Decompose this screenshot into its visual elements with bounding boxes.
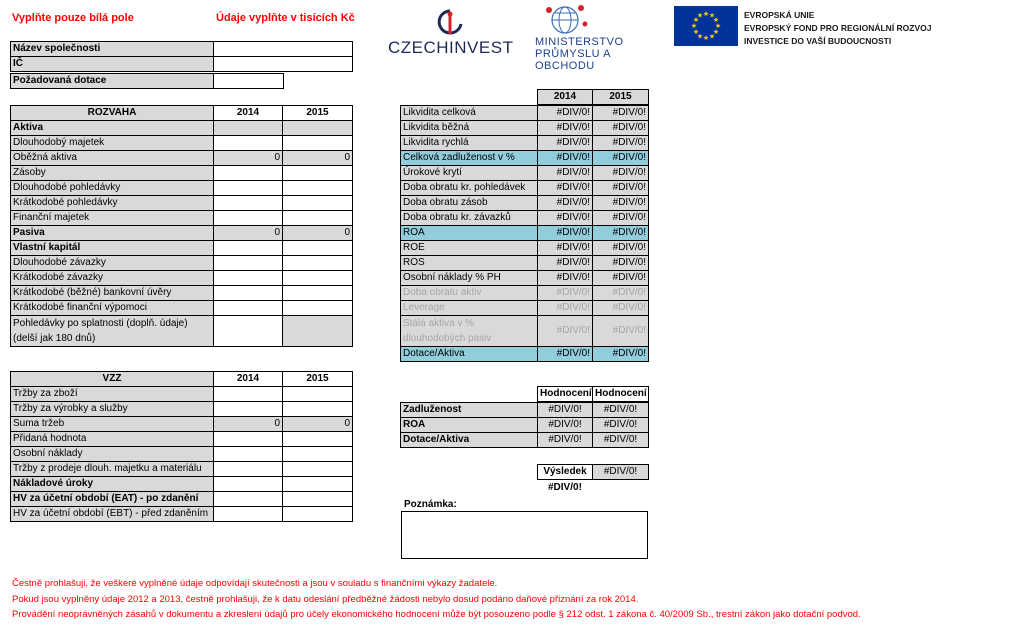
vzz-row-label: HV za účetní období (EBT) - před zdaněním	[11, 507, 214, 522]
evaluation-value: #DIV/0!	[593, 433, 649, 448]
svg-text:★: ★	[714, 22, 722, 30]
balance-row-label: Oběžná aktiva	[11, 151, 214, 166]
vzz-input[interactable]	[283, 402, 353, 417]
eu-line2: EVROPSKÝ FOND PRO REGIONÁLNÍ ROZVOJ	[744, 23, 932, 33]
ratio-value: #DIV/0!	[538, 181, 593, 196]
ratio-value: #DIV/0!	[593, 196, 649, 211]
footer-line2: Pokud jsou vyplněny údaje 2012 a 2013, čestně prohlašuji, že k datu odeslání předběžné žádosti nebylo dosud podáno daňové přiznání za rok 2014.	[12, 593, 639, 605]
subsidy-table	[10, 73, 284, 89]
footer-line1: Čestně prohlašuji, že veškeré vyplněné údaje odpovídají skutečnosti a jsou v souladu s finančními výkazy žadatele.	[12, 578, 498, 589]
balance-input[interactable]	[214, 136, 283, 151]
evaluation-value: #DIV/0!	[593, 403, 649, 418]
balance-row-label: Vlastní kapitál	[11, 241, 214, 256]
vzz-input[interactable]	[283, 387, 353, 402]
ratio-value: #DIV/0!	[593, 151, 649, 166]
ratio-label: Doba obratu zásob	[401, 196, 538, 211]
evaluation-col2: Hodnocení	[593, 387, 649, 402]
evaluation-label: Zadluženost	[401, 403, 538, 418]
ratio-value: #DIV/0!	[538, 106, 593, 121]
fixed-assets-line1: Stálá aktiva v %	[403, 318, 475, 329]
balance-input[interactable]	[214, 301, 283, 316]
ratio-value: #DIV/0!	[538, 166, 593, 181]
ratio-value: #DIV/0!	[538, 226, 593, 241]
ratio-value: #DIV/0!	[593, 301, 649, 316]
evaluation-value: #DIV/0!	[538, 418, 593, 433]
result-table	[537, 464, 649, 480]
ratio-value: #DIV/0!	[538, 241, 593, 256]
company-name-label: Název společnosti	[11, 42, 214, 57]
evaluation-header	[537, 386, 649, 402]
evaluation-col1: Hodnocení	[538, 387, 593, 402]
balance-row-label: Aktiva	[11, 121, 214, 136]
overdue-receivables-label	[11, 316, 214, 347]
overdue-input-2014[interactable]	[214, 316, 283, 347]
ratio-value: #DIV/0!	[538, 121, 593, 136]
ratio-value: #DIV/0!	[593, 347, 649, 362]
vzz-year-2014: 2014	[214, 372, 283, 387]
vzz-input[interactable]	[214, 477, 283, 492]
balance-title: ROZVAHA	[11, 106, 214, 121]
vzz-row-label: HV za účetní období (EAT) - po zdanění	[11, 492, 214, 507]
vzz-input[interactable]	[214, 492, 283, 507]
ratio-value: #DIV/0!	[593, 166, 649, 181]
balance-row-label: Krátkodobé závazky	[11, 271, 214, 286]
evaluation-value: #DIV/0!	[593, 418, 649, 433]
vzz-input[interactable]	[283, 492, 353, 507]
result-value: #DIV/0!	[593, 465, 649, 480]
balance-input[interactable]	[214, 181, 283, 196]
ratio-value: #DIV/0!	[593, 256, 649, 271]
vzz-cell: 0	[214, 417, 283, 432]
ratio-label: ROE	[401, 241, 538, 256]
fill-white-note: Vyplňte pouze bílá pole	[12, 12, 134, 24]
vzz-input[interactable]	[283, 507, 353, 522]
balance-row-label: Pasiva	[11, 226, 214, 241]
czechinvest-logo	[388, 8, 513, 60]
ratio-value: #DIV/0!	[593, 106, 649, 121]
svg-text:★: ★	[708, 32, 716, 41]
company-name-input[interactable]	[214, 42, 353, 57]
vzz-input[interactable]	[214, 507, 283, 522]
ratio-value: #DIV/0!	[593, 241, 649, 256]
balance-input[interactable]	[214, 241, 283, 256]
balance-input[interactable]	[283, 241, 353, 256]
ratios-year-2015: 2015	[593, 90, 649, 105]
ratio-label: Doba obratu kr. pohledávek	[401, 181, 538, 196]
overdue-line2: (delší jak 180 dnů)	[13, 333, 96, 344]
balance-row-label: Dlouhodobé závazky	[11, 256, 214, 271]
ratios-table	[400, 105, 649, 362]
vzz-row-label: Tržby z prodeje dlouh. majetku a materiálu	[11, 462, 214, 477]
ratio-value: #DIV/0!	[593, 211, 649, 226]
ratio-label: Doba obratu kr. závazků	[401, 211, 538, 226]
balance-input[interactable]	[283, 181, 353, 196]
ratio-label: ROS	[401, 256, 538, 271]
balance-input[interactable]	[283, 256, 353, 271]
balance-row-label: Krátkodobé (běžné) bankovní úvěry	[11, 286, 214, 301]
vzz-row-label: Přidaná hodnota	[11, 432, 214, 447]
svg-text:★: ★	[708, 11, 716, 20]
ratio-value: #DIV/0!	[538, 286, 593, 301]
vzz-input[interactable]	[214, 402, 283, 417]
vzz-year-2015: 2015	[283, 372, 353, 387]
eu-flag-icon	[674, 6, 738, 46]
ratio-value: #DIV/0!	[538, 136, 593, 151]
ratio-value: #DIV/0!	[593, 286, 649, 301]
svg-text:★: ★	[702, 10, 710, 18]
ratio-label: Doba obratu aktiv	[401, 286, 538, 301]
balance-cell: 0	[214, 226, 283, 241]
czechinvest-emblem-icon	[436, 8, 464, 38]
ratio-label: Likvidita celková	[401, 106, 538, 121]
units-note: Údaje vyplňte v tisících Kč	[216, 12, 355, 24]
balance-row-label: Finanční majetek	[11, 211, 214, 226]
eu-text	[744, 9, 932, 48]
balance-input[interactable]	[214, 211, 283, 226]
balance-row-label: Zásoby	[11, 166, 214, 181]
subsidy-label: Požadovaná dotace	[11, 74, 214, 89]
ratio-value: #DIV/0!	[538, 271, 593, 286]
ratio-value: #DIV/0!	[593, 121, 649, 136]
balance-cell: 0	[283, 226, 353, 241]
balance-row-label: Dlouhodobé pohledávky	[11, 181, 214, 196]
ratio-label: Likvidita běžná	[401, 121, 538, 136]
vzz-input[interactable]	[283, 462, 353, 477]
ratio-value: #DIV/0!	[593, 181, 649, 196]
mpo-logo	[535, 2, 665, 72]
overdue-line1: Pohledávky po splatnosti (doplň. údaje)	[13, 318, 188, 329]
vzz-input[interactable]	[214, 432, 283, 447]
balance-row-label: Krátkodobé pohledávky	[11, 196, 214, 211]
ratio-value: #DIV/0!	[538, 196, 593, 211]
balance-input[interactable]	[283, 136, 353, 151]
ratios-header	[537, 89, 649, 105]
ratio-value: #DIV/0!	[593, 316, 649, 347]
company-table	[10, 41, 353, 72]
ratio-value: #DIV/0!	[593, 226, 649, 241]
ratio-label: Celková zadluženost v %	[401, 151, 538, 166]
footer-line3: Provádění neoprávněných zásahů v dokumentu a zkreslení údajů pro účely ekonomického hodnocení může být posouzeno podle § 212 odst. 1 zákona č. 40/2009 Sb., trestní zákon jako dotační podvod.	[12, 609, 861, 620]
ratio-label: Dotace/Aktiva	[401, 347, 538, 362]
vzz-row-label: Tržby za výrobky a služby	[11, 402, 214, 417]
balance-row-label: Dlouhodobý majetek	[11, 136, 214, 151]
vzz-input[interactable]	[214, 462, 283, 477]
vzz-cell: 0	[283, 417, 353, 432]
ratio-value: #DIV/0!	[593, 271, 649, 286]
czechinvest-wordmark: CZECHINVEST	[388, 38, 514, 57]
vzz-row-label: Suma tržeb	[11, 417, 214, 432]
fixed-assets-ratio-label	[401, 316, 538, 347]
balance-cell: 0	[214, 151, 283, 166]
balance-year-2015: 2015	[283, 106, 353, 121]
evaluation-value: #DIV/0!	[538, 433, 593, 448]
ratio-value: #DIV/0!	[538, 151, 593, 166]
vzz-row-label: Osobní náklady	[11, 447, 214, 462]
evaluation-value: #DIV/0!	[538, 403, 593, 418]
ratio-value: #DIV/0!	[593, 136, 649, 151]
ratio-label: Leverage	[401, 301, 538, 316]
balance-input[interactable]	[283, 271, 353, 286]
ratio-label: Úrokové krytí	[401, 166, 538, 181]
eu-line1: EVROPSKÁ UNIE	[744, 10, 815, 20]
balance-cell	[283, 121, 353, 136]
vzz-row-label: Nákladové úroky	[11, 477, 214, 492]
svg-text:★: ★	[692, 28, 700, 36]
svg-text:★: ★	[690, 22, 698, 30]
mpo-globe-icon	[535, 2, 595, 34]
ratio-value: #DIV/0!	[538, 256, 593, 271]
balance-row-label: Krátkodobé finanční výpomoci	[11, 301, 214, 316]
svg-text:★: ★	[692, 16, 700, 24]
ratio-value: #DIV/0!	[538, 211, 593, 226]
vzz-input[interactable]	[214, 387, 283, 402]
note-textarea[interactable]	[401, 511, 648, 559]
fixed-assets-line2: dlouhodobých pasiv	[403, 333, 492, 344]
vzz-input[interactable]	[214, 447, 283, 462]
balance-input[interactable]	[283, 196, 353, 211]
svg-text:★: ★	[696, 11, 704, 20]
result-label: Výsledek	[538, 465, 593, 480]
result-below-value: #DIV/0!	[548, 482, 582, 493]
vzz-input[interactable]	[283, 432, 353, 447]
note-label: Poznámka:	[404, 499, 457, 510]
footer-declaration	[12, 576, 861, 623]
ratio-value: #DIV/0!	[538, 347, 593, 362]
subsidy-input[interactable]	[214, 74, 284, 89]
ic-label: IČ	[11, 57, 214, 72]
overdue-cell-2015	[283, 316, 353, 347]
vzz-row-label: Tržby za zboží	[11, 387, 214, 402]
ratio-label: Likvidita rychlá	[401, 136, 538, 151]
svg-text:★: ★	[702, 34, 710, 42]
svg-text:★: ★	[712, 16, 720, 24]
evaluation-label: ROA	[401, 418, 538, 433]
balance-input[interactable]	[283, 166, 353, 181]
vzz-input[interactable]	[283, 477, 353, 492]
ratio-label: Osobní náklady % PH	[401, 271, 538, 286]
mpo-line2: PRŮMYSLU A OBCHODU	[535, 48, 611, 72]
balance-input[interactable]	[283, 211, 353, 226]
vzz-table	[10, 371, 353, 522]
mpo-line1: MINISTERSTVO	[535, 36, 624, 48]
balance-input[interactable]	[214, 271, 283, 286]
balance-input[interactable]	[214, 196, 283, 211]
balance-input[interactable]	[214, 166, 283, 181]
ratio-label: ROA	[401, 226, 538, 241]
ratio-value: #DIV/0!	[538, 316, 593, 347]
balance-cell	[214, 121, 283, 136]
balance-input[interactable]	[283, 286, 353, 301]
vzz-input[interactable]	[283, 447, 353, 462]
ratio-value: #DIV/0!	[538, 301, 593, 316]
vzz-title: VZZ	[11, 372, 214, 387]
svg-text:★: ★	[696, 32, 704, 41]
evaluation-table	[400, 402, 649, 448]
balance-cell: 0	[283, 151, 353, 166]
ic-input[interactable]	[214, 57, 353, 72]
svg-text:★: ★	[712, 28, 720, 36]
evaluation-label: Dotace/Aktiva	[401, 433, 538, 448]
eu-line3: INVESTICE DO VAŠÍ BUDOUCNOSTI	[744, 36, 892, 46]
balance-input[interactable]	[283, 301, 353, 316]
balance-year-2014: 2014	[214, 106, 283, 121]
balance-table	[10, 105, 353, 347]
balance-input[interactable]	[214, 256, 283, 271]
ratios-year-2014: 2014	[538, 90, 593, 105]
balance-input[interactable]	[214, 286, 283, 301]
